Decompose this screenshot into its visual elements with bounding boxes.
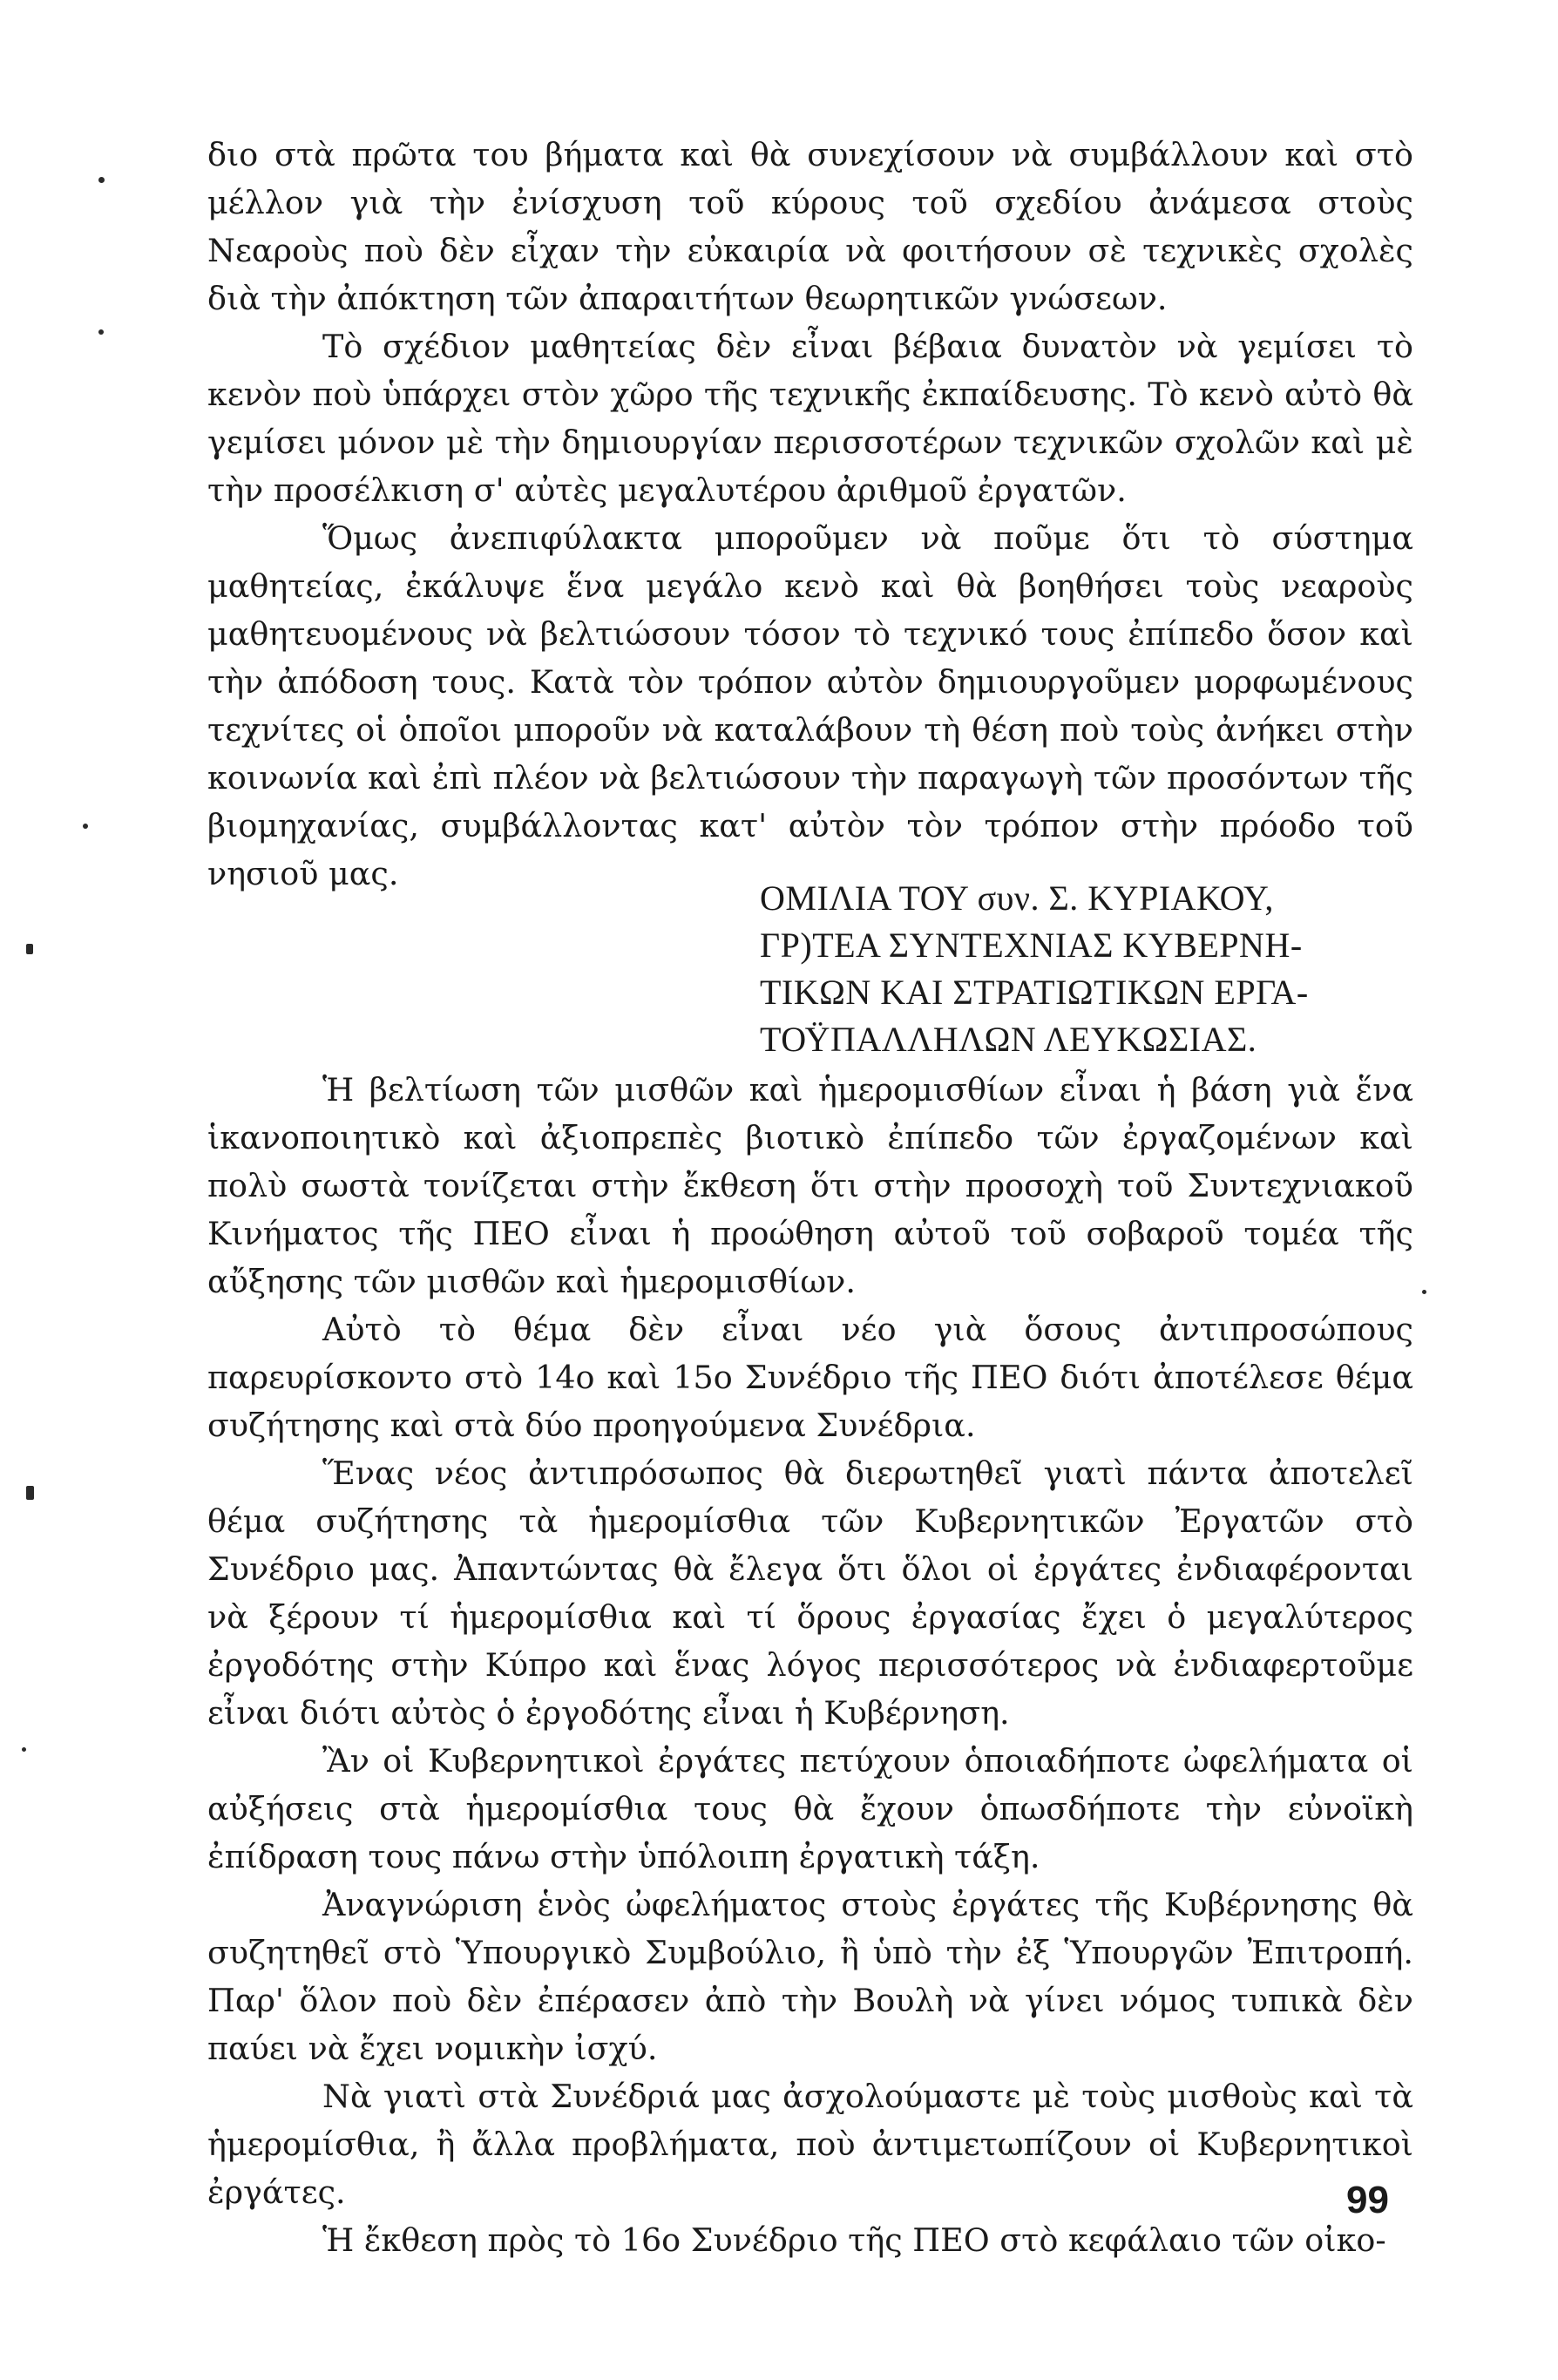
heading-line: ΟΜΙΛΙΑ ΤΟΥ συν. Σ. ΚΥΡΙΑΚΟΥ, bbox=[760, 878, 1274, 918]
paragraph: Ἡ βελτίωση τῶν μισθῶν καὶ ἡμερομισθίων εἶναι ἡ βάση γιὰ ἕνα ἱκανοποιητικὸ καὶ ἀξιοπρεπὲς βιοτικὸ ἐπίπεδο τῶν ἐργαζομένων καὶ πολὺ σωστὰ τονίζεται στὴν ἔκθεση ὅτι στὴν προσοχὴ τοῦ Συντεχνιακοῦ Κινήματος τῆς ΠΕΟ εἶναι ἡ προώθηση αὐτοῦ τοῦ σοβαροῦ τομέα τῆς αὔξησης τῶν μισθῶν καὶ ἡμερομισθίων. bbox=[207, 1071, 1413, 1300]
page-number: 99 bbox=[1346, 2179, 1389, 2221]
paragraph: Αὐτὸ τὸ θέμα δὲν εἶναι νέο γιὰ ὅσους ἀντιπροσώπους παρευρίσκοντο στὸ 14ο καὶ 15ο Συνέδριο τῆς ΠΕΟ διότι ἀποτέλεσε θέμα συζήτησης καὶ στὰ δύο προηγούμενα Συνέδρια. bbox=[207, 1311, 1413, 1444]
paragraph: Ἂν οἱ Κυβερνητικοὶ ἐργάτες πετύχουν ὁποιαδήποτε ὠφελήματα οἱ αὐξήσεις στὰ ἡμερομίσθια τους θὰ ἔχουν ὁπωσδήποτε τὴν εὐνοϊκὴ ἐπίδραση τους πάνω στὴν ὑπόλοιπη ἐργατικὴ τάξη. bbox=[207, 1742, 1413, 1875]
scan-speck bbox=[98, 329, 104, 335]
scan-speck bbox=[22, 1747, 26, 1752]
scan-speck bbox=[26, 1486, 34, 1500]
scan-speck bbox=[98, 177, 105, 183]
paragraph: διο στὰ πρῶτα του βήματα καὶ θὰ συνεχίσουν νὰ συμβάλλουν καὶ στὸ μέλλον γιὰ τὴν ἐνίσχυση τοῦ κύρους τοῦ σχεδίου ἀνάμεσα στοὺς Νεαροὺς ποὺ δὲν εἶχαν τὴν εὐκαιρία νὰ φοιτήσουν σὲ τεχνικὲς σχολὲς διὰ τὴν ἀπόκτηση τῶν ἀπαραιτήτων θεωρητικῶν γνώσεων. bbox=[207, 136, 1413, 317]
paragraph: Ἡ ἔκθεση πρὸς τὸ 16ο Συνέδριο τῆς ΠΕΟ στὸ κεφάλαιο τῶν οἰκο- bbox=[322, 2221, 1386, 2259]
paragraph: Ὅμως ἀνεπιφύλακτα μποροῦμεν νὰ ποῦμε ὅτι τὸ σύστημα μαθητείας, ἐκάλυψε ἕνα μεγάλο κενὸ καὶ θὰ βοηθήσει τοὺς νεαροὺς μαθητευομένους νὰ βελτιώσουν τόσον τὸ τεχνικό τους ἐπίπεδο ὅσον καὶ τὴν ἀπόδοση τους. Κατὰ τὸν τρόπον αὐτὸν δημιουργοῦμεν μορφωμένους τεχνίτες οἱ ὁποῖοι μποροῦν νὰ καταλάβουν τὴ θέση ποὺ τοὺς ἀνήκει στὴν κοινωνία καὶ ἐπὶ πλέον νὰ βελτιώσουν τὴν παραγωγὴ τῶν προσόντων τῆς βιομηχανίας, συμβάλλοντας κατ' αὐτὸν τὸν τρόπον στὴν πρόοδο τοῦ νησιοῦ μας. bbox=[207, 519, 1413, 892]
bottom-text-block bbox=[207, 1066, 1413, 2264]
scan-speck bbox=[1422, 1290, 1426, 1294]
paragraph: Νὰ γιατὶ στὰ Συνέδριά μας ἀσχολούμαστε μὲ τοὺς μισθοὺς καὶ τὰ ἡμερομίσθια, ἢ ἄλλα προβλήματα, ποὺ ἀντιμετωπίζουν οἱ Κυβερνητικοὶ ἐργάτες. bbox=[207, 2078, 1413, 2211]
paragraph: Τὸ σχέδιον μαθητείας δὲν εἶναι βέβαια δυνατὸν νὰ γεμίσει τὸ κενὸν ποὺ ὑπάρχει στὸν χῶρο τῆς τεχνικῆς ἐκπαίδευσης. Τὸ κενὸ αὐτὸ θὰ γεμίσει μόνον μὲ τὴν δημιουργίαν περισσοτέρων τεχνικῶν σχολῶν καὶ μὲ τὴν προσέλκιση σ' αὐτὲς μεγαλυτέρου ἀριθμοῦ ἐργατῶν. bbox=[207, 328, 1413, 509]
heading-line: ΓΡ)ΤΕΑ ΣΥΝΤΕΧΝΙΑΣ ΚΥΒΕΡΝΗ- bbox=[760, 926, 1303, 965]
scan-speck bbox=[26, 944, 33, 954]
paragraph: Ἕνας νέος ἀντιπρόσωπος θὰ διερωτηθεῖ γιατὶ πάντα ἀποτελεῖ θέμα συζήτησης τὰ ἡμερομίσθια τῶν Κυβερνητικῶν Ἐργατῶν στὸ Συνέδριο μας. Ἀπαντώντας θὰ ἔλεγα ὅτι ὅλοι οἱ ἐργάτες ἐνδιαφέρονται νὰ ξέρουν τί ἡμερομίσθια καὶ τί ὅρους ἐργασίας ἔχει ὁ μεγαλύτερος ἐργοδότης στὴν Κύπρο καὶ ἕνας λόγος περισσότερος νὰ ἐνδιαφερτοῦμε εἶναι διότι αὐτὸς ὁ ἐργοδότης εἶναι ἡ Κυβέρνηση. bbox=[207, 1454, 1413, 1732]
heading-line: ΤΙΚΩΝ ΚΑΙ ΣΤΡΑΤΙΩΤΙΚΩΝ ΕΡΓΑ- bbox=[760, 973, 1309, 1012]
scan-speck bbox=[83, 824, 88, 829]
top-text-block bbox=[207, 131, 1413, 898]
heading-line: ΤΟΫΠΑΛΛΗΛΩΝ ΛΕΥΚΩΣΙΑΣ. bbox=[760, 1020, 1257, 1059]
paragraph: Ἀναγνώριση ἑνὸς ὠφελήματος στοὺς ἐργάτες τῆς Κυβέρνησης θὰ συζητηθεῖ στὸ Ὑπουργικὸ Συμβούλιο, ἢ ὑπὸ τὴν ἐξ Ὑπουργῶν Ἐπιτροπή. Παρ' ὅλον ποὺ δὲν ἐπέρασεν ἀπὸ τὴν Βουλὴ νὰ γίνει νόμος τυπικὰ δὲν παύει νὰ ἔχει νομικὴν ἰσχύ. bbox=[207, 1886, 1413, 2067]
speech-heading bbox=[760, 875, 1422, 1063]
